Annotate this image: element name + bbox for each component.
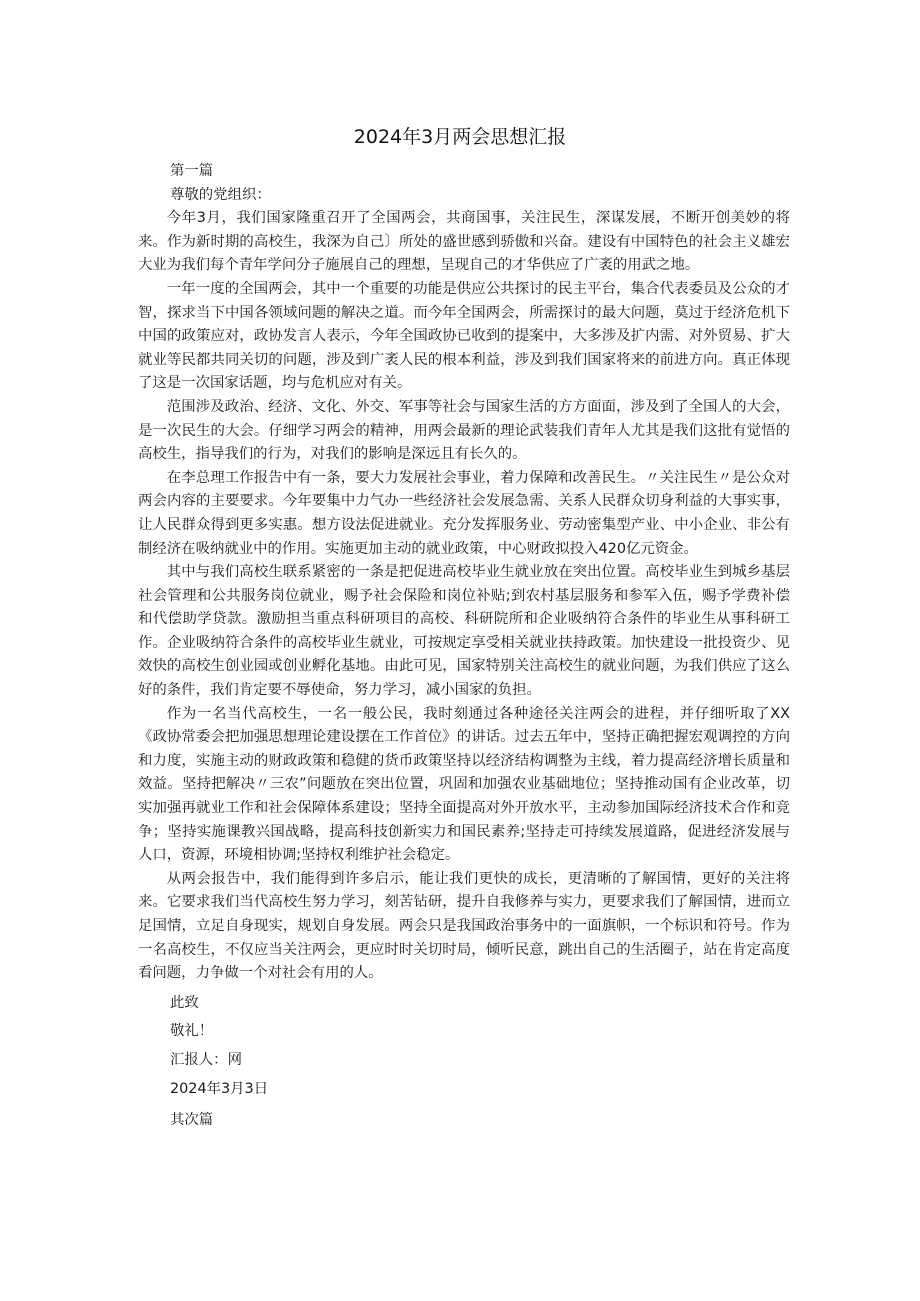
paragraph: 作为一名当代高校生，一名一般公民，我时刻通过各种途径关注两会的进程，并仔细听取了XX《政协常委会把加强思想理论建设摆在工作首位》的讲话。过去五年中，坚持正确把握宏观调控的方向和力度，实施主动的财政政策和稳健的货币政策坚持以经济结构调整为主线，着力提高经济增长质量和效益。坚持把解决〃三农”问题放在突出位置，巩固和加强农业基础地位；坚持推动国有企业改革，切实加强再就业工作和社会保障体系建设；坚持全面提高对外开放水平，主动参加国际经济技术合作和竞争；坚持实施课教兴国战略，提高科技创新实力和国民素养;坚持走可持续发展道路，促进经济发展与人口，资源，环境相协调;坚持权利维护社会稳定。 bbox=[138, 705, 790, 864]
document-body bbox=[138, 160, 790, 1133]
paragraph: 一年一度的全国两会，其中一个重要的功能是供应公共探讨的民主平台，集合代表委员及公众的才智，探求当下中国各领域问题的解决之道。而今年全国两会，所需探讨的最大问题，莫过于经济危机下中国的政策应对，政协发言人表示，今年全国政协已收到的提案中，大多涉及扩内需、对外贸易、扩大就业等民都共同关切的问题，涉及到广袤人民的根本利益，涉及到我们国家将来的前进方向。真正体现了这是一次国家话题，均与危机应对有关。 bbox=[138, 280, 790, 392]
paragraph: 在李总理工作报告中有一条，要大力发展社会事业，着力保障和改善民生。〃关注民生〃是公众对两会内容的主要要求。今年要集中力气办一些经济社会发展急需、关系人民群众切身利益的大事实事，让人民群众得到更多实惠。想方设法促进就业。充分发挥服务业、劳动密集型产业、中小企业、非公有制经济在吸纳就业中的作用。实施更加主动的就业政策，中心财政拟投入420亿元资金。 bbox=[138, 469, 790, 557]
section-label: 第一篇 bbox=[170, 163, 214, 179]
paragraph: 从两会报告中，我们能得到许多启示，能让我们更快的成长，更清晰的了解国情，更好的关注将来。它要求我们当代高校生努力学习，刻苦钻研，提升自我修养与实力，更要求我们了解国情，进而立足国情，立足自身现实，规划自身发展。两会只是我国政治事务中的一面旗帜，一个标识和符号。作为一名高校生，不仅应当关注两会，更应时时关切时局，倾听民意，跳出自己的生活圈子，站在肯定高度看问题，力争做一个对社会有用的人。 bbox=[138, 870, 790, 982]
reporter-line: 汇报人：网 bbox=[170, 1051, 242, 1068]
paragraph: 范围涉及政治、经济、文化、外交、军事等社会与国家生活的方方面面，涉及到了全国人的大会，是一次民生的大会。仔细学习两会的精神，用两会最新的理论武装我们青年人尤其是我们这批有觉悟的高校生，指导我们的行为，对我们的影响是深远且有长久的。 bbox=[138, 398, 790, 463]
closing-phrase: 此致 bbox=[170, 994, 199, 1011]
paragraph: 其中与我们高校生联系紧密的一条是把促进高校毕业生就业放在突出位置。高校毕业生到城乡基层社会管理和公共服务岗位就业，赐予社会保险和岗位补贴;到农村基层服务和参军入伍，赐予学费补偿和代偿助学贷款。激励担当重点科研项目的高校、科研院所和企业吸纳符合条件的毕业生从事科研工作。企业吸纳符合条件的高校毕业生就业，可按规定享受相关就业扶持政策。加快建设一批投资少、见效快的高校生创业园或创业孵化基地。由此可见，国家特别关注高校生的就业问题，为我们供应了这么好的条件，我们肯定要不辱使命，努力学习，减小国家的负担。 bbox=[138, 564, 790, 699]
closing-salute: 敬礼！ bbox=[170, 1023, 214, 1040]
document-title: 2024年3月两会思想汇报 bbox=[353, 126, 567, 148]
paragraph: 今年3月，我们国家隆重召开了全国两会，共商国事，关注民生，深谋发展，不断开创美妙的将来。作为新时期的高校生，我深为自己〕所处的盛世感到骄傲和兴奋。建设有中国特色的社会主义雄宏大业为我们每个青年学问分子施展自己的理想，呈现自己的才华供应了广袤的用武之地。 bbox=[138, 210, 790, 274]
next-section-label: 其次篇 bbox=[170, 1112, 214, 1129]
salutation: 尊敬的党组织： bbox=[170, 186, 271, 203]
report-date: 2024年3月3日 bbox=[170, 1080, 269, 1097]
